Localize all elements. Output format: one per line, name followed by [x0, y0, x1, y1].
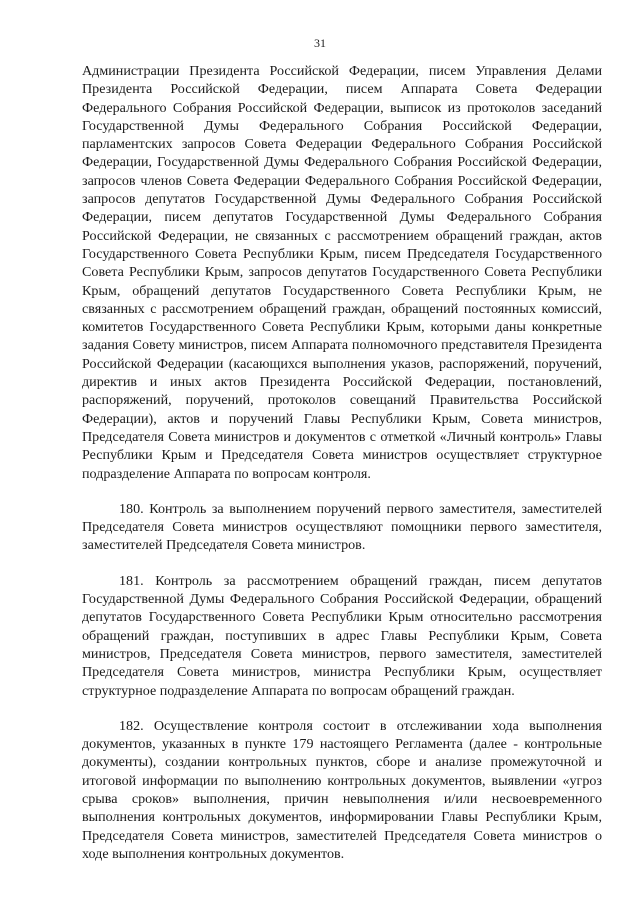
paragraph-180: 180. Контроль за выполнением поручений первого заместителя, заместителей Председателя Совета министров осуществляют помощники первого заместителя, заместителей Председателя Совета министров. [82, 500, 602, 554]
paragraph-continuation: Администрации Президента Российской Федерации, писем Управления Делами Президента Российской Федерации, писем Аппарата Совета Федерации Федерального Собрания Российской Федерации, выписок из протоколов заседаний Государственной Думы Федерального Собрания Российской Федерации, парламентских запросов Совета Федерации Федерального Собрания Российской Федерации, Государственной Думы Федерального Собрания Российской Федерации, запросов членов Совета Федерации Федерального Собрания Российской Федерации, запросов депутатов Государственной Думы Федерального Собрания Российской Федерации, писем депутатов Государственной Думы Федерального Собрания Российской Федерации, не связанных с рассмотрением обращений граждан, актов Государственного Совета Республики Крым, писем Председателя Государственного Совета Республики Крым, запросов депутатов Государственного Совета Республики Крым, обращений депутатов Государственного Совета Республики Крым, не связанных с рассмотрением обращений граждан, обращений постоянных комиссий, комитетов Государственного Совета Республики Крым, которыми даны конкретные задания Совету министров, писем Аппарата полномочного представителя Президента Российской Федерации (касающихся выполнения указов, распоряжений, поручений, директив и иных актов Президента Российской Федерации, постановлений, распоряжений, поручений, протоколов совещаний Правительства Российской Федерации), актов и поручений Главы Республики Крым, Совета министров, Председателя Совета министров и документов с отметкой «Личный контроль» Главы Республики Крым и Председателя Совета министров осуществляет структурное подразделение Аппарата по вопросам контроля. [82, 63, 602, 482]
paragraph-182: 182. Осуществление контроля состоит в отслеживании хода выполнения документов, указанных в пункте 179 настоящего Регламента (далее - контрольные документы), создании контрольных пунктов, сборе и анализе промежуточной и итоговой информации по выполнению контрольных документов, выявлении «угроз срыва сроков» выполнения, причин невыполнения и/или несвоевременного выполнения контрольных документов, информировании Главы Республики Крым, Председателя Совета министров, заместителей Председателя Совета министров о ходе выполнения контрольных документов. [82, 717, 602, 862]
page-number: 31 [314, 36, 326, 50]
document-body [82, 62, 602, 863]
paragraph-181: 181. Контроль за рассмотрением обращений граждан, писем депутатов Государственной Думы Федерального Собрания Российской Федерации, обращений депутатов Государственного Совета Республики Крым относительно рассмотрения обращений граждан, поступивших в адрес Главы Республики Крым, Совета министров, Председателя Совета министров, первого заместителя, заместителей Председателя Совета министров, министра Республики Крым, осуществляет структурное подразделение Аппарата по вопросам обращений граждан. [82, 572, 602, 699]
